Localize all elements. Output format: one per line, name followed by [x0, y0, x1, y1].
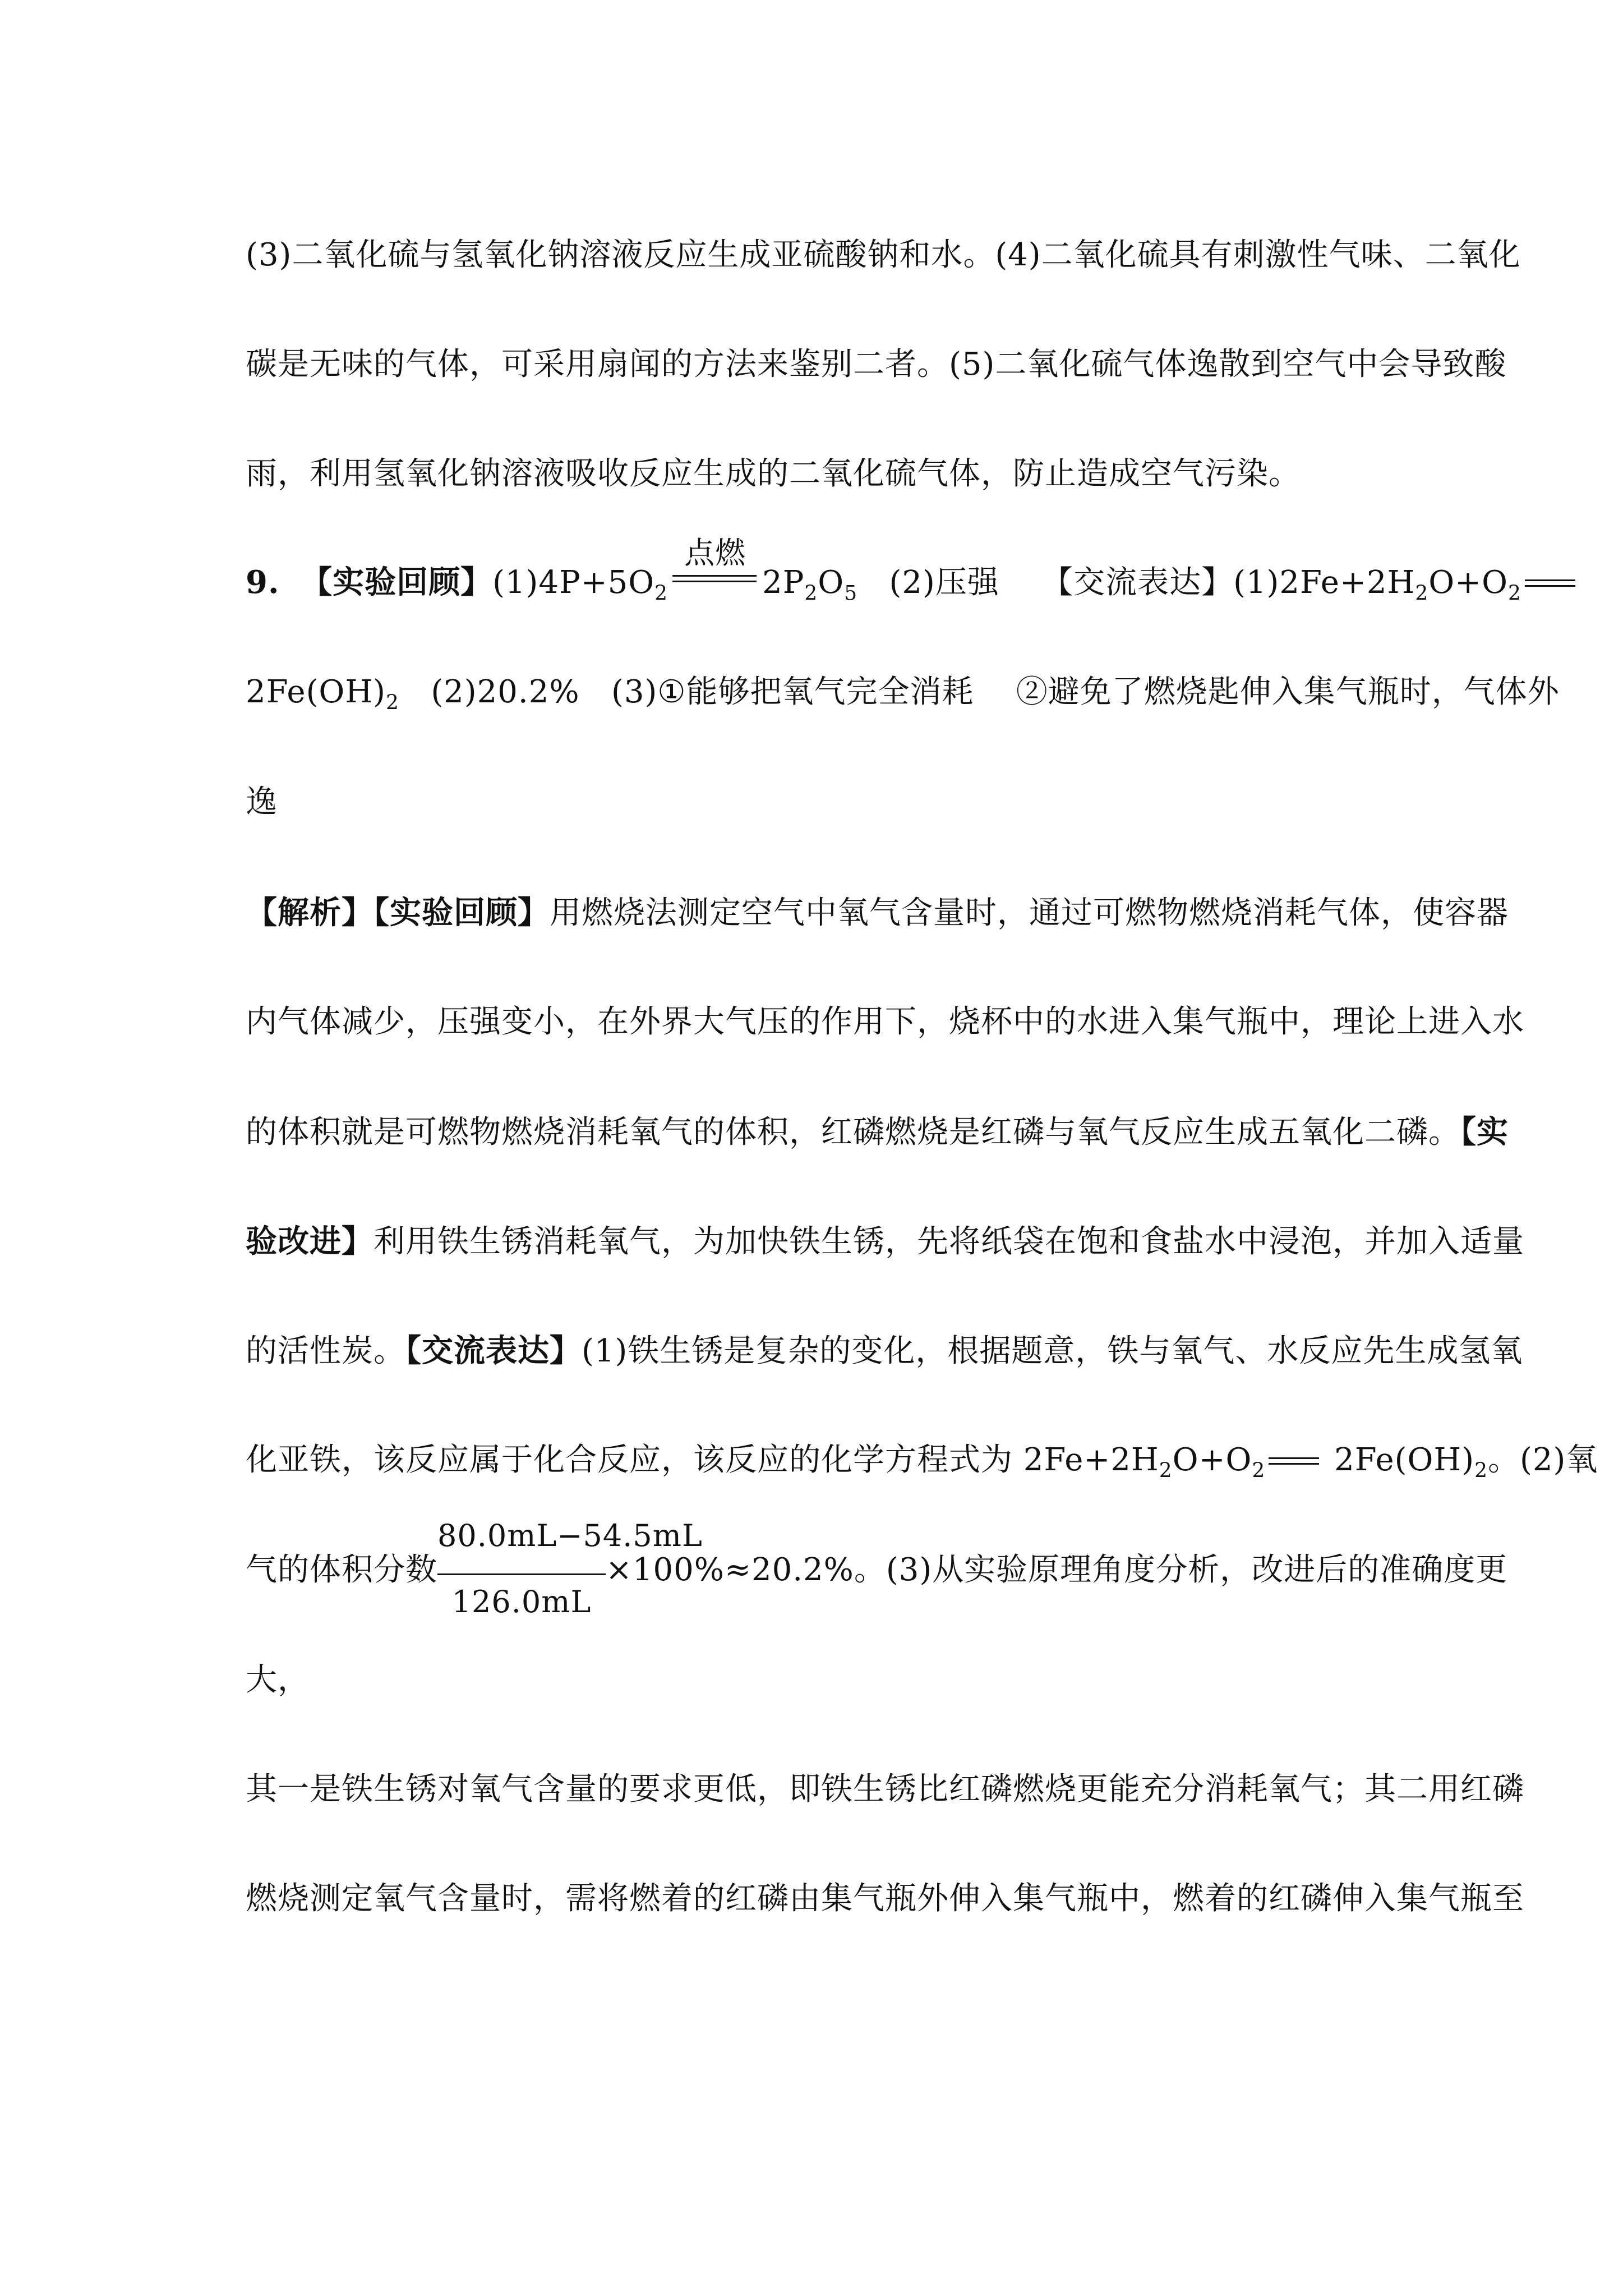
- answer-9-line-2: $2Fe(OH)_2$ (2)20.2% (3)①能够把氧气完全消耗 ②避免了燃烧匙伸入集气瓶时，气体外: [246, 674, 1560, 715]
- analysis-line: 大，: [246, 1662, 310, 1698]
- equals-sign: [1266, 1441, 1322, 1480]
- analysis-line: 的活性炭。【交流表达】(1)铁生锈是复杂的变化，根据题意，铁与氧气、水反应先生成氢氧: [246, 1332, 1523, 1369]
- answer-9-line-3: 逸: [246, 784, 278, 820]
- text-line: 雨，利用氢氧化钠溶液吸收反应生成的二氧化硫气体，防止造成空气污染。: [246, 455, 1301, 492]
- analysis-line: 燃烧测定氧气含量时，需将燃着的红磷由集气瓶外伸入集气瓶中，燃着的红磷伸入集气瓶至: [246, 1880, 1524, 1917]
- equation-iron: $(1)2Fe+2H_2O+O_2$: [1233, 564, 1580, 601]
- text-line: 碳是无味的气体，可采用扇闻的方法来鉴别二者。(5)二氧化硫气体逸散到空气中会导致酸: [246, 346, 1507, 383]
- analysis-line: 化亚铁，该反应属于化合反应，该反应的化学方程式为 $2Fe+2H_2O+O_2$ $2Fe(OH)_2$。(2)氧: [246, 1442, 1598, 1483]
- fraction-denominator: 126.0mL: [451, 1584, 592, 1619]
- section-exchange-analysis: 【交流表达】: [405, 1332, 582, 1369]
- section-exchange: 【交流表达】: [1041, 564, 1234, 601]
- analysis-line: 验改进】利用铁生锈消耗氧气，为加快铁生锈，先将纸袋在饱和食盐水中浸泡，并加入适量: [246, 1223, 1524, 1260]
- answer-pressure: (2)压强: [889, 564, 999, 601]
- equals-sign: [1523, 563, 1579, 602]
- volume-fraction: [437, 1518, 703, 1619]
- equation-phosphorus: $(1)4P+5O_2$ 点燃 $2P_2O_5$: [492, 535, 858, 605]
- analysis-line: 内气体减少，压强变小，在外界大气压的作用下，烧杯中的水进入集气瓶中，理论上进入水: [246, 1004, 1524, 1040]
- reaction-condition: 点燃: [670, 563, 760, 602]
- analysis-line: 的体积就是可燃物燃烧消耗氧气的体积，红磷燃烧是红磷与氧气反应生成五氧化二磷。【实: [246, 1114, 1509, 1151]
- text-line: (3)二氧化硫与氢氧化钠溶液反应生成亚硫酸钠和水。(4)二氧化硫具有刺激性气味、二氧化: [246, 237, 1521, 273]
- fraction-numerator: 80.0mL−54.5mL: [437, 1518, 703, 1553]
- question-number: 9.: [246, 564, 280, 601]
- analysis-line: 气的体积分数 $\frac{80.0mL-54.5mL}{126.0mL}$ ×100%≈20.2%。(3)从实验原理角度分析，改进后的准确度更: [246, 1518, 1508, 1619]
- answer-9-line-1: [246, 535, 1580, 605]
- analysis-line: 其一是铁生锈对氧气含量的要求更低，即铁生锈比红磷燃烧更能充分消耗氧气；其二用红磷: [246, 1771, 1524, 1807]
- section-experiment-review: 【实验回顾】: [301, 564, 493, 601]
- section-improvement: 【实: [1460, 1114, 1509, 1151]
- analysis-line: 【解析】【实验回顾】用燃烧法测定空气中氧气含量时，通过可燃物燃烧消耗气体，使容器: [246, 894, 1509, 931]
- analysis-heading: 【解析】【实验回顾】: [246, 894, 550, 931]
